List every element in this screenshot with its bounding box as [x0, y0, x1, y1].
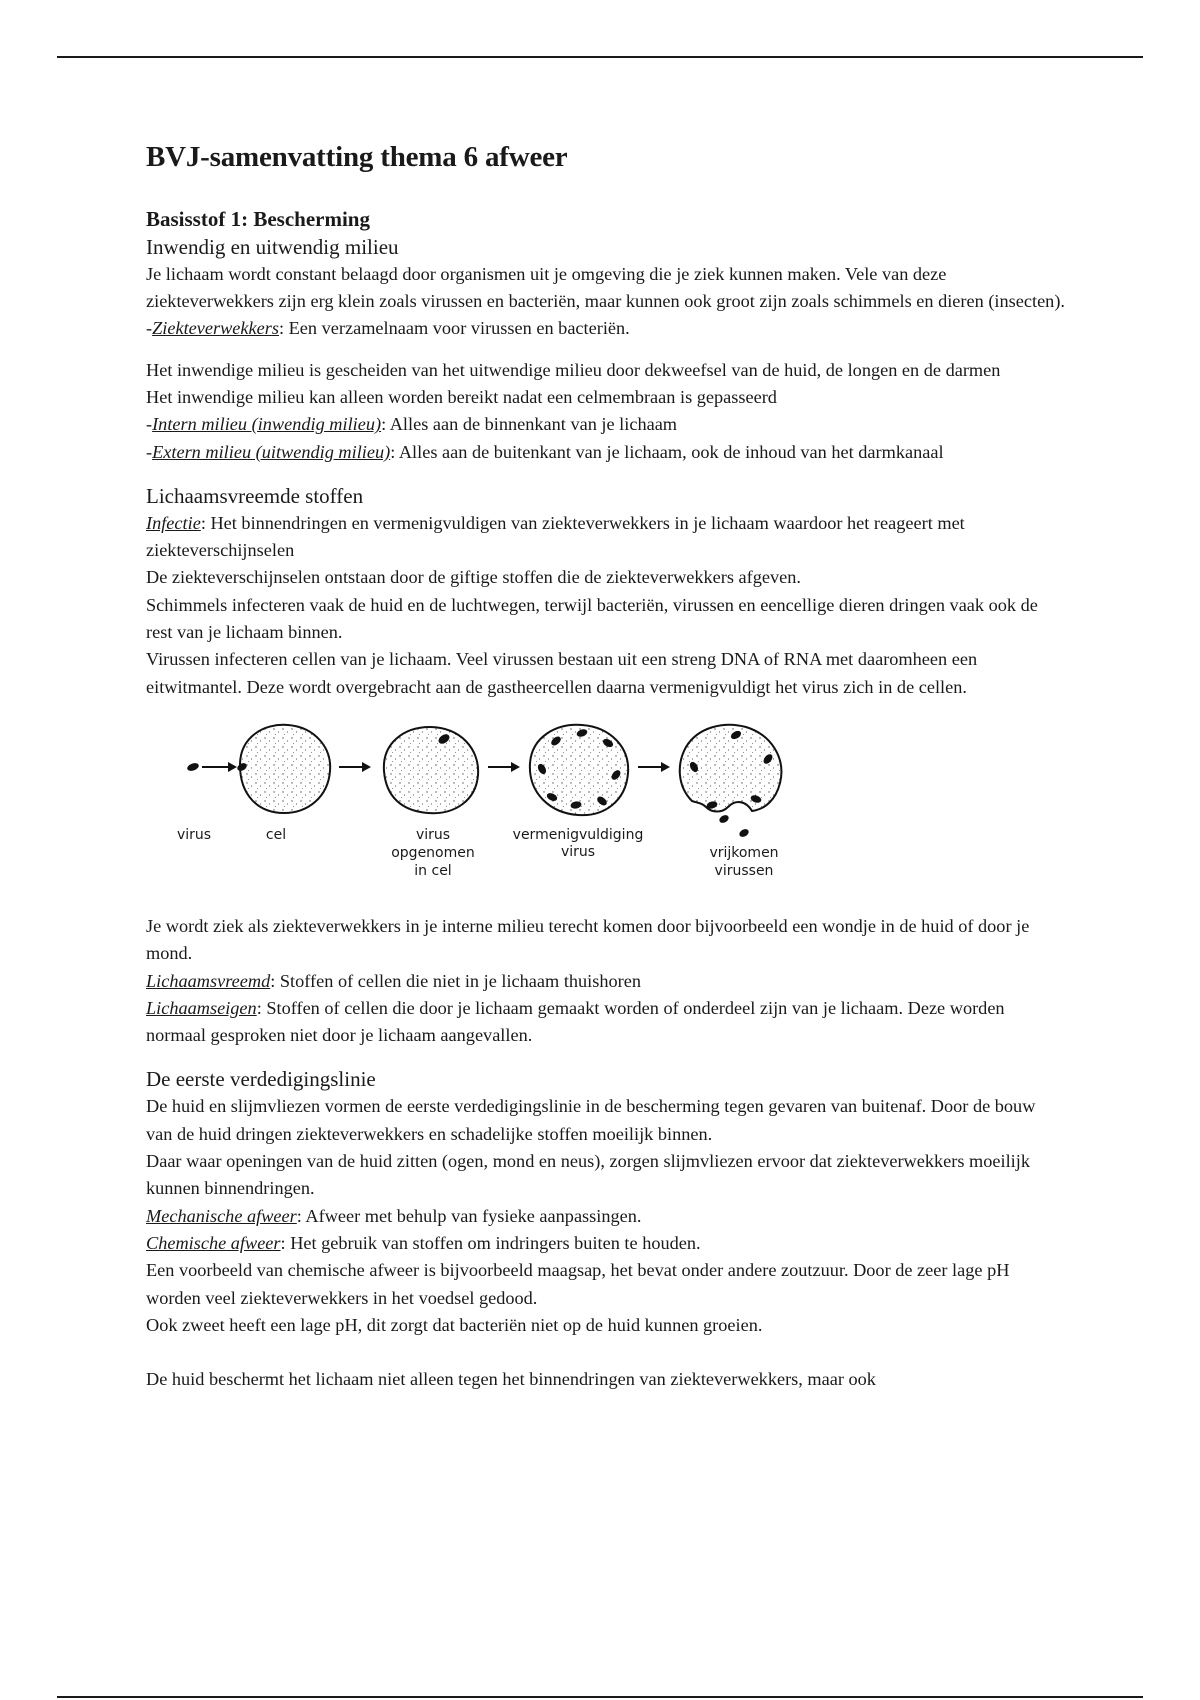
definition-extern-milieu: -Extern milieu (uitwendig milieu): Alles aan de buitenkant van je lichaam, ook de inhoud van het darmkanaal: [146, 441, 944, 462]
label-cel: cel: [265, 826, 287, 843]
virus-particle: [718, 813, 730, 824]
paragraph: Ook zweet heeft een lage pH, dit zorgt dat bacteriën niet op de huid kunnen groeien.: [146, 1314, 763, 1335]
definition-lichaamseigen: Lichaamseigen: Stoffen of cellen die door je lichaam gemaakt worden of onderdeel zijn van je lichaam. Deze worden normaal gesproken niet door je lichaam aangevallen.: [146, 997, 1005, 1046]
paragraph: De ziekteverschijnselen ontstaan door de giftige stoffen die de ziekteverwekkers afgeven.: [146, 567, 801, 588]
subheading-verdedigingslinie: De eerste verdedigingslinie: [146, 1067, 376, 1092]
term: Infectie: [146, 512, 201, 533]
label-vrijkomen: vrijkomen: [709, 844, 779, 861]
definition-ziekteverwekkers: -Ziekteverwekkers: Een verzamelnaam voor virussen en bacteriën.: [146, 318, 630, 339]
paragraph: Je wordt ziek als ziekteverwekkers in je interne milieu terecht komen door bijvoorbeeld een wondje in de huid of door je mond.: [146, 915, 1030, 964]
term: Mechanische afweer: [146, 1205, 297, 1226]
paragraph: Virussen infecteren cellen van je lichaam. Veel virussen bestaan uit een streng DNA of RNA met daaromheen een eitwitmantel. Deze wordt overgebracht aan de gastheercellen daarna vermenigvuldigt het virus zich in de cellen.: [146, 649, 978, 697]
label-virus-opgenomen: in cel: [414, 862, 452, 879]
diagram-svg: [146, 709, 846, 895]
paragraph: Schimmels infecteren vaak de huid en de luchtwegen, terwijl bacteriën, virussen en eencellige dieren dringen vaak ook de rest van je lichaam binnen.: [146, 594, 1038, 643]
label-virus-opgenomen: opgenomen: [391, 844, 475, 861]
virus-infection-diagram: [146, 709, 1066, 895]
arrow-right-icon: [202, 762, 237, 772]
term: Lichaamseigen: [146, 997, 257, 1018]
section-heading-bescherming: Basisstof 1: Bescherming: [146, 206, 370, 231]
paragraph: Je lichaam wordt constant belaagd door organismen uit je omgeving die je ziek kunnen maken. Vele van deze ziekteverwekkers zijn erg klein zoals virussen en bacteriën, maar kunnen ook groot zijn zoals schimmels en dieren (insecten).: [146, 263, 1065, 312]
virus-particle: [738, 827, 750, 838]
term: Extern milieu (uitwendig milieu): [152, 441, 391, 462]
paragraph: Het inwendige milieu is gescheiden van het uitwendige milieu door dekweefsel van de huid, de longen en de darmen: [146, 359, 1001, 380]
term: Ziekteverwekkers: [152, 318, 279, 339]
definition-chemische-afweer: Chemische afweer: Het gebruik van stoffen om indringers buiten te houden.: [146, 1232, 701, 1253]
definition-mechanische-afweer: Mechanische afweer: Afweer met behulp van fysieke aanpassingen.: [146, 1205, 642, 1226]
label-vermenigvuldiging: virus: [560, 843, 596, 860]
paragraph: De huid en slijmvliezen vormen de eerste verdedigingslinie in de bescherming tegen gevaren van buitenaf. Door de bouw van de huid dringen ziekteverwekkers en schadelijke stoffen moeilijk binnen.: [146, 1096, 1036, 1144]
paragraph: Daar waar openingen van de huid zitten (ogen, mond en neus), zorgen slijmvliezen ervoor dat ziekteverwekkers moeilijk kunnen binnendringen.: [146, 1151, 1030, 1199]
label-vermenigvuldiging: vermenigvuldiging: [512, 826, 644, 843]
arrow-right-icon: [339, 762, 371, 772]
label-vrijkomen: virussen: [714, 862, 774, 879]
footer-rule: [57, 1696, 1143, 1698]
subheading-milieu: Inwendig en uitwendig milieu: [146, 234, 399, 259]
paragraph: De huid beschermt het lichaam niet alleen tegen het binnendringen van ziekteverwekkers, maar ook: [146, 1369, 876, 1390]
definition-infectie: Infectie: Het binnendringen en vermenigvuldigen van ziekteverwekkers in je lichaam waardoor het reageert met ziekteverschijnselen: [146, 512, 965, 561]
subheading-lichaamsvreemd: Lichaamsvreemde stoffen: [146, 483, 364, 508]
cell: [384, 727, 478, 813]
term: Chemische afweer: [146, 1232, 281, 1253]
paragraph: Een voorbeeld van chemische afweer is bijvoorbeeld maagsap, het bevat onder andere zoutzuur. Door de zeer lage pH worden veel ziekteverwekkers in het voedsel gedood.: [146, 1260, 1010, 1308]
term: Lichaamsvreemd: [146, 970, 271, 991]
document-title: BVJ-samenvatting thema 6 afweer: [146, 141, 568, 173]
document-body: [146, 140, 1066, 1393]
header-rule: [57, 56, 1143, 58]
definition-intern-milieu: -Intern milieu (inwendig milieu): Alles aan de binnenkant van je lichaam: [146, 414, 678, 435]
label-virus: virus: [176, 826, 212, 843]
definition-lichaamsvreemd: Lichaamsvreemd: Stoffen of cellen die niet in je lichaam thuishoren: [146, 970, 642, 991]
arrow-right-icon: [488, 762, 520, 772]
arrow-right-icon: [638, 762, 670, 772]
label-virus-opgenomen: virus: [415, 826, 451, 843]
term: Intern milieu (inwendig milieu): [152, 414, 382, 435]
cell: [240, 725, 330, 813]
paragraph: Het inwendige milieu kan alleen worden bereikt nadat een celmembraan is gepasseerd: [146, 386, 777, 407]
virus-particle: [186, 762, 200, 773]
